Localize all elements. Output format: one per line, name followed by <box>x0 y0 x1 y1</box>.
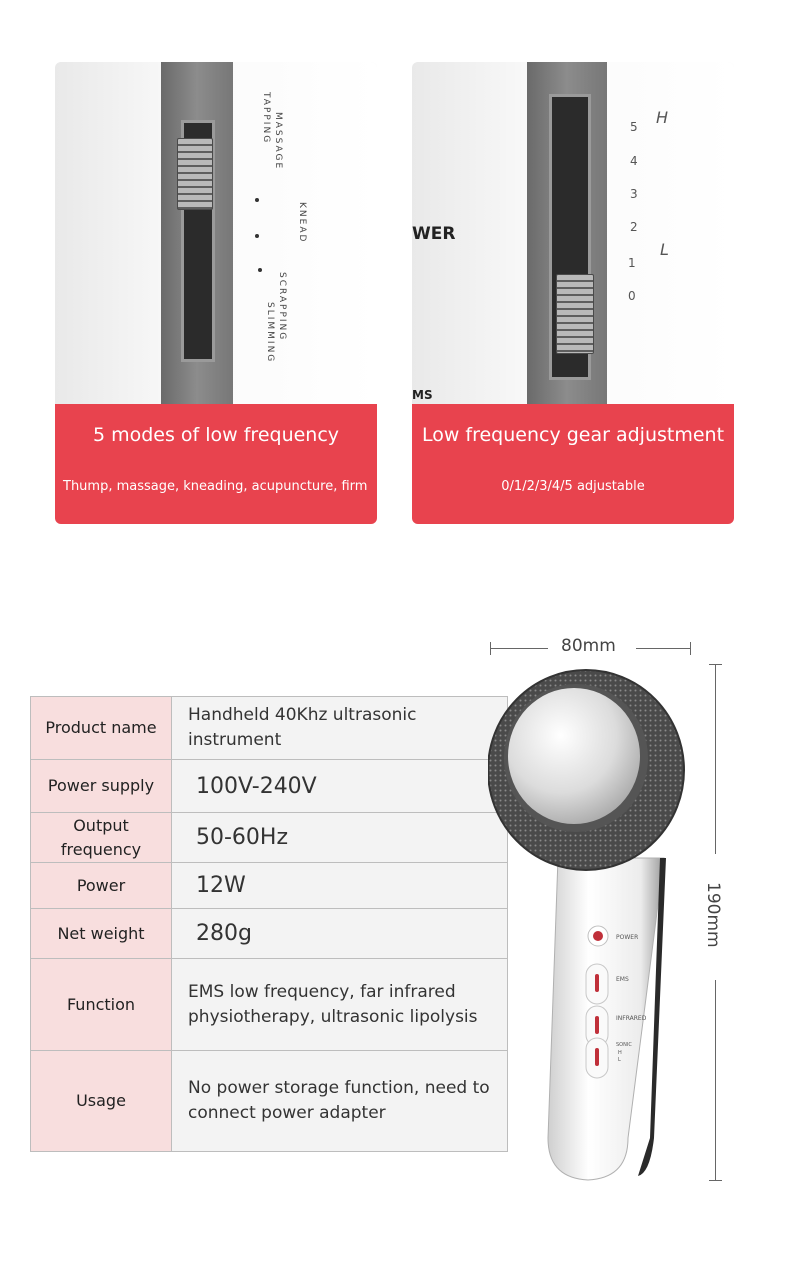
power-button-label: POWER <box>616 934 639 941</box>
mode-dot <box>258 268 262 272</box>
width-dimension-tick <box>490 642 491 655</box>
spec-value: 12W <box>172 863 508 909</box>
spec-key: Power <box>31 863 172 909</box>
spec-key: Product name <box>31 697 172 760</box>
mode-dot <box>255 198 259 202</box>
mode-card <box>55 62 377 524</box>
mode-slider-knob <box>177 138 213 210</box>
level-1: 1 <box>628 256 636 270</box>
table-row <box>31 959 508 1051</box>
power-icon <box>593 931 603 941</box>
spec-key: Function <box>31 959 172 1051</box>
sonic-indicator-icon <box>595 1048 599 1066</box>
spec-value: No power storage function, need to connect power adapter <box>172 1051 508 1152</box>
sonic-high-label: H <box>618 1050 622 1056</box>
table-row <box>31 697 508 760</box>
width-dimension-line <box>636 648 690 649</box>
device-probe-plate <box>508 688 640 824</box>
ems-indicator-icon <box>595 974 599 992</box>
width-dimension-line <box>490 648 548 649</box>
infrared-indicator-icon <box>595 1016 599 1034</box>
height-dimension-tick <box>709 664 722 665</box>
height-dimension-line <box>715 664 716 854</box>
level-3: 3 <box>630 187 638 201</box>
table-row <box>31 813 508 863</box>
ems-button-label: EMS <box>616 976 629 983</box>
device-illustration <box>488 668 688 1188</box>
card-title: Low frequency gear adjustment <box>421 424 725 446</box>
level-5: 5 <box>630 120 638 134</box>
table-row <box>31 1051 508 1152</box>
level-0: 0 <box>628 289 636 303</box>
card-title: 5 modes of low frequency <box>92 424 340 446</box>
low-label: L <box>660 240 669 259</box>
spec-value: Handheld 40Khz ultrasonic instrument <box>172 697 508 760</box>
label-knead: KNEAD <box>297 202 307 244</box>
level-4: 4 <box>630 154 638 168</box>
label-slimming: SLIMMING <box>265 302 275 364</box>
device-closeup-photo <box>55 62 377 404</box>
spec-value: 280g <box>172 909 508 959</box>
width-dimension-tick <box>690 642 691 655</box>
sonic-low-label: L <box>618 1057 621 1063</box>
height-dimension-tick <box>709 1180 722 1181</box>
level-2: 2 <box>630 220 638 234</box>
spec-key: Net weight <box>31 909 172 959</box>
ems-label-partial: MS <box>412 388 433 402</box>
label-tapping: TAPPING <box>261 92 271 145</box>
label-scrapping: SCRAPPING <box>277 272 287 342</box>
power-label-partial: WER <box>412 224 456 244</box>
caption-bar <box>412 404 734 524</box>
spec-value: 100V-240V <box>172 760 508 813</box>
height-dimension-line <box>715 980 716 1180</box>
caption-bar <box>55 404 377 524</box>
spec-key: Output frequency <box>31 813 172 863</box>
card-subtitle: Thump, massage, kneading, acupuncture, firm <box>63 479 368 494</box>
sonic-button-label: SONIC <box>616 1042 632 1048</box>
mode-dot <box>255 234 259 238</box>
spec-value: EMS low frequency, far infrared physiotherapy, ultrasonic lipolysis <box>172 959 508 1051</box>
width-dimension-label: 80mm <box>561 636 616 656</box>
infrared-button-label: INFRARED <box>616 1015 647 1022</box>
spec-table <box>30 696 508 1152</box>
table-row <box>31 863 508 909</box>
gear-card <box>412 62 734 524</box>
device-closeup-photo <box>412 62 734 404</box>
gear-slider-knob <box>556 274 594 354</box>
card-subtitle: 0/1/2/3/4/5 adjustable <box>501 479 645 494</box>
label-massage: MASSAGE <box>273 112 283 171</box>
spec-key: Usage <box>31 1051 172 1152</box>
spec-value: 50-60Hz <box>172 813 508 863</box>
height-dimension-label: 190mm <box>703 882 723 948</box>
high-label: H <box>656 108 669 127</box>
table-row <box>31 909 508 959</box>
spec-key: Power supply <box>31 760 172 813</box>
table-row <box>31 760 508 813</box>
